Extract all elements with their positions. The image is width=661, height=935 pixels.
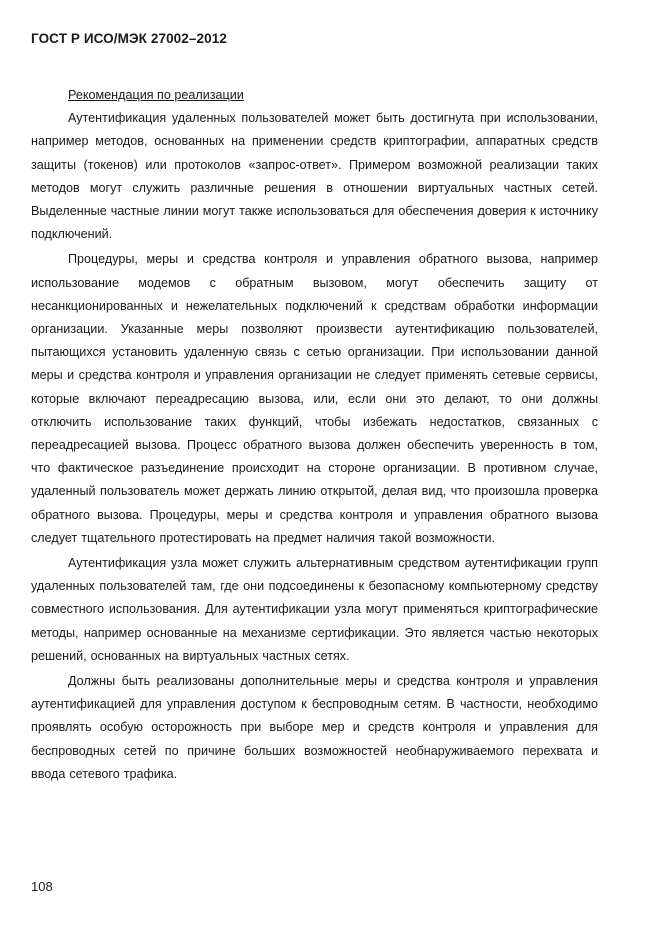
- subheading-recommendation: Рекомендация по реализации: [68, 88, 244, 102]
- document-body: [31, 84, 598, 786]
- standard-header: ГОСТ Р ИСО/МЭК 27002–2012: [31, 31, 227, 46]
- page-number: 108: [31, 879, 53, 894]
- paragraph-4: Должны быть реализованы дополнительные меры и средства контроля и управления аутентификацией для управления доступом к беспроводным сетям. В частности, необходимо проявлять особую осторожность при выборе мер и средств контроля и управления для беспроводных сетей по причине больших возможностей необнаруживаемого перехвата и ввода сетевого трафика.: [31, 674, 598, 781]
- paragraph-2: Процедуры, меры и средства контроля и управления обратного вызова, например использование модемов с обратным вызовом, могут обеспечить защиту от несанкционированных и нежелательных подключений к средствам обработки информации организации. Указанные меры позволяют произвести аутентификацию пользователей, пытающихся установить удаленную связь с сетью организации. При использовании данной меры и средства контроля и управления организации не следует применять сетевые сервисы, которые включают переадресацию вызова, или, если они это делают, то они должны отключить использование таких функций, чтобы избежать недостатков, связанных с переадресацией вызова. Процесс обратного вызова должен обеспечить уверенность в том, что фактическое разъединение происходит на стороне организации. В противном случае, удаленный пользователь может держать линию открытой, делая вид, что произошла проверка обратного вызова. Процедуры, меры и средства контроля и управления обратного вызова следует тщательного протестировать на предмет наличия такой возможности.: [31, 252, 598, 545]
- paragraph-3: Аутентификация узла может служить альтернативным средством аутентификации групп удаленных пользователей там, где они подсоединены к безопасному компьютерному средству совместного использования. Для аутентификации узла могут применяться криптографические методы, например основанные на механизме сертификации. Это является частью некоторых решений, основанных на виртуальных частных сетях.: [31, 556, 598, 663]
- paragraph-1: Аутентификация удаленных пользователей может быть достигнута при использовании, например методов, основанных на применении средств криптографии, аппаратных средств защиты (токенов) или протоколов «запрос-ответ». Примером возможной реализации таких методов могут служить различные решения в отношении виртуальных частных сетей. Выделенные частные линии могут также использоваться для обеспечения доверия к источнику подключений.: [31, 111, 598, 242]
